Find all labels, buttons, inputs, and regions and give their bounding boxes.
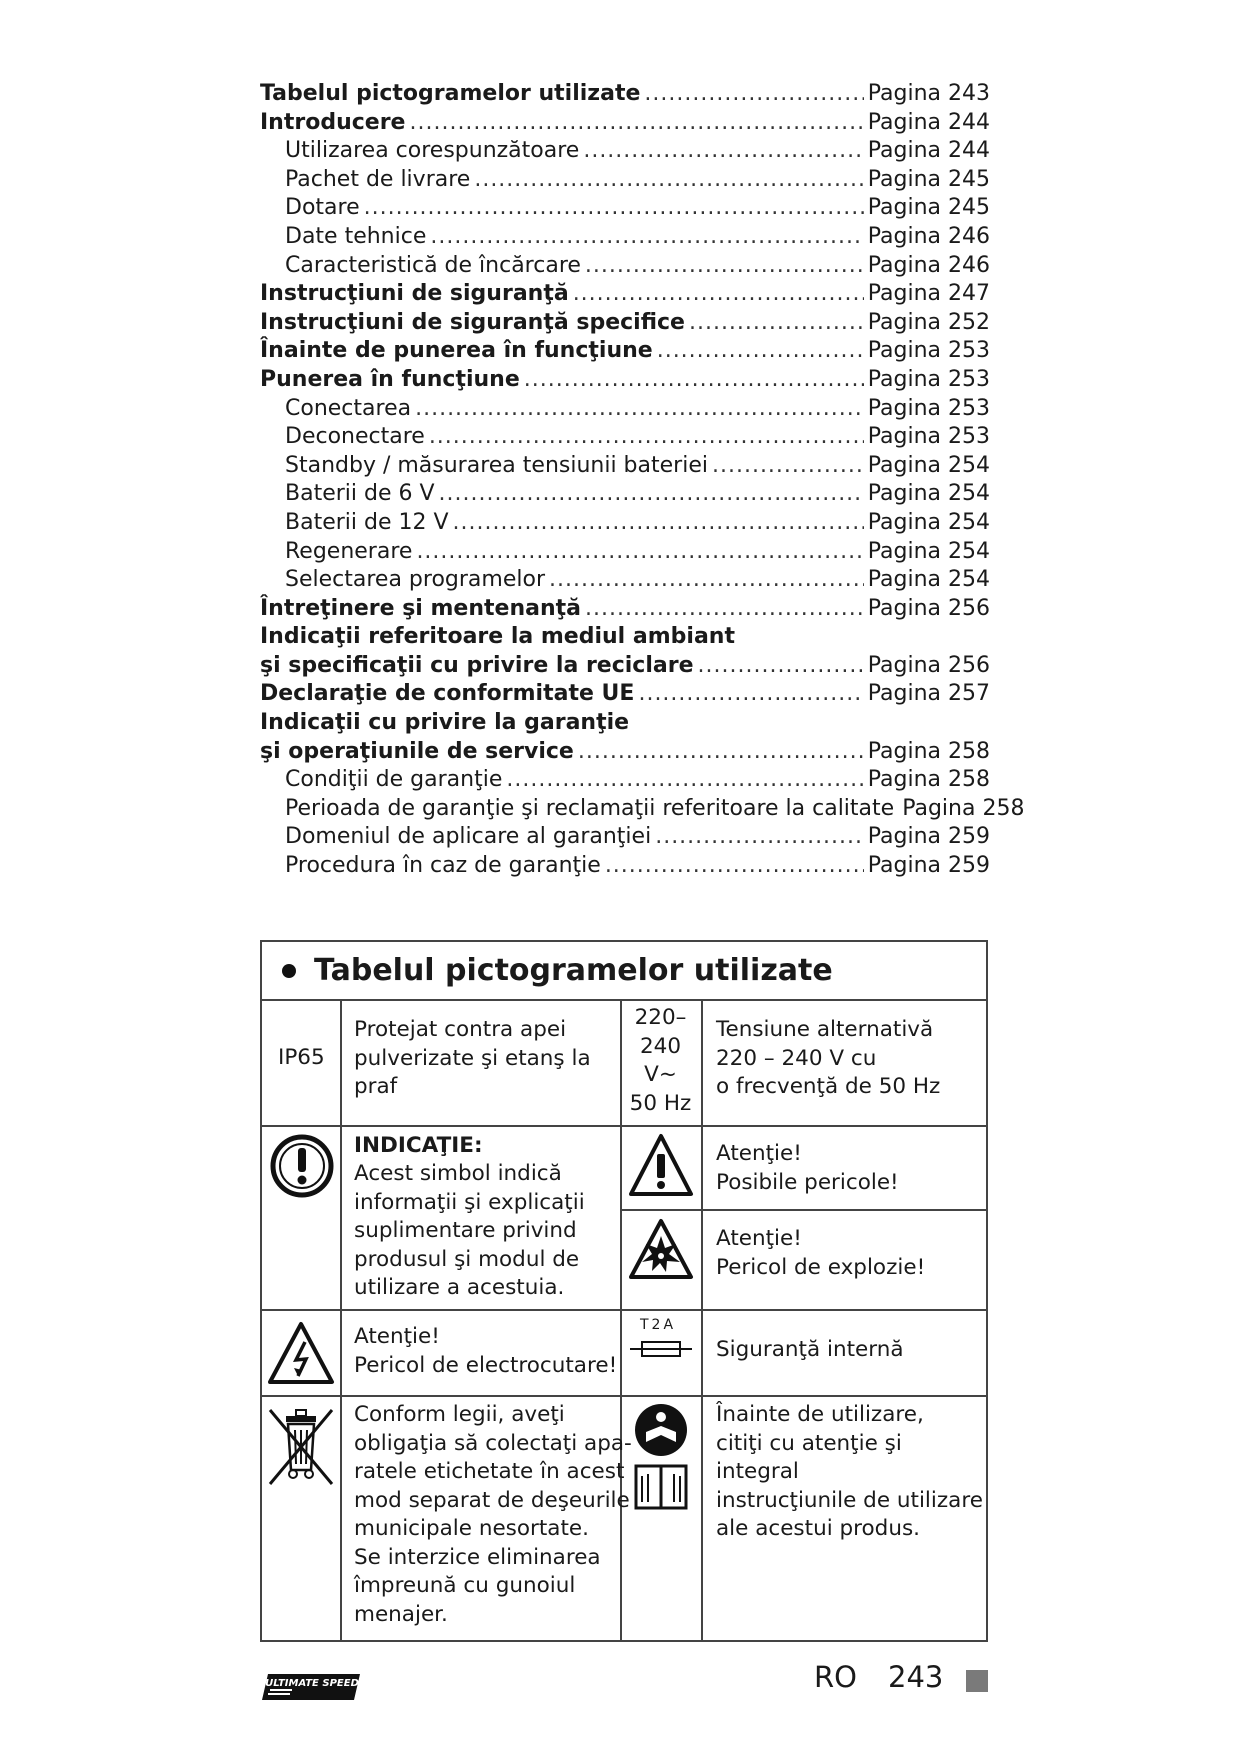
text-line: utilizare a acestuia. <box>354 1275 565 1300</box>
toc-entry-label: Baterii de 6 V <box>285 481 435 507</box>
toc-entry-page: Pagina 254 <box>867 567 990 593</box>
toc-entry-label: Indicaţii referitoare la mediul ambiant <box>260 624 735 650</box>
toc-entry-page: Pagina 257 <box>867 681 990 707</box>
toc-entry <box>260 566 990 595</box>
text-line: instrucţiunile de utilizare <box>716 1487 983 1513</box>
toc-leader-dots <box>474 166 863 195</box>
toc-entry <box>260 137 990 166</box>
toc-entry-label: Baterii de 12 V <box>285 509 449 535</box>
toc-leader-dots <box>578 738 864 767</box>
note-title: INDICAŢIE: <box>354 1133 483 1158</box>
text-line: Înainte de utilizare, <box>716 1402 924 1427</box>
ip65-label: IP65 <box>278 1045 325 1070</box>
toc-entry-page: Pagina 245 <box>867 195 990 221</box>
toc-entry <box>260 166 990 195</box>
toc-entry <box>260 680 990 709</box>
text-line: praf <box>354 1074 398 1099</box>
toc-entry-label: Tabelul pictogramelor utilizate <box>260 81 641 106</box>
brand-logo-text: ULTIMATE SPEED <box>265 1678 359 1689</box>
toc-entry-page: Pagina 254 <box>867 481 990 507</box>
divider <box>701 999 703 1642</box>
toc-entry-page: Pagina 254 <box>867 538 990 564</box>
warning-description <box>716 1140 899 1197</box>
text-line: o frecvenţă de 50 Hz <box>716 1074 941 1099</box>
text-line: municipale nesortate. <box>354 1516 589 1541</box>
toc-entry <box>260 623 990 652</box>
manual-description <box>716 1401 986 1544</box>
toc-entry-label: Introducere <box>260 109 406 135</box>
toc-entry-label: Regenerare <box>285 538 413 564</box>
toc-entry-label: Date tehnice <box>285 223 427 249</box>
text-line: Atenţie! <box>716 1226 802 1251</box>
text-line: ale acestui produs. <box>716 1516 920 1541</box>
toc-entry <box>260 395 990 424</box>
toc-entry-label: Pachet de livrare <box>285 166 471 192</box>
text-line: informaţii şi explicaţii <box>354 1189 585 1215</box>
toc-entry <box>260 738 990 767</box>
divider <box>262 1309 986 1311</box>
toc-leader-dots <box>712 452 864 481</box>
toc-entry-page: Pagina 245 <box>867 166 990 192</box>
read-manual-icon <box>630 1402 692 1512</box>
toc-leader-dots <box>698 652 864 681</box>
text-line: suplimentare privind <box>354 1218 577 1243</box>
text-line: 220– <box>634 1005 687 1030</box>
toc-leader-dots <box>524 366 864 395</box>
explosion-warning-icon <box>628 1218 694 1280</box>
toc-entry <box>260 766 990 795</box>
toc-entry-label: Dotare <box>285 195 360 221</box>
text-line: pulverizate şi etanş la <box>354 1045 591 1071</box>
text-line: Protejat contra apei <box>354 1017 567 1042</box>
bullet-icon <box>282 964 296 978</box>
text-line: Conform legii, aveţi <box>354 1402 565 1427</box>
toc-entry <box>260 337 990 366</box>
toc-entry-label: şi specificaţii cu privire la reciclare <box>260 652 694 678</box>
brand-logo <box>262 1672 360 1702</box>
text-line: menajer. <box>354 1601 448 1627</box>
toc-entry-label: Instrucţiuni de siguranţă <box>260 281 569 307</box>
toc-leader-dots <box>605 852 864 881</box>
toc-leader-dots <box>439 480 864 509</box>
toc-entry-page: Pagina 256 <box>867 595 990 621</box>
toc-entry <box>260 709 990 738</box>
language-code: RO <box>814 1660 857 1694</box>
page-marker <box>966 1670 988 1692</box>
ip65-description <box>354 1016 591 1102</box>
electric-description <box>354 1323 617 1380</box>
toc-entry <box>260 109 990 138</box>
toc-entry-page: Pagina 244 <box>867 138 990 164</box>
toc-leader-dots <box>415 395 864 424</box>
toc-entry <box>260 252 990 281</box>
toc-entry-page: Pagina 254 <box>867 452 990 478</box>
text-line: obligaţia să colectaţi apa- <box>354 1430 632 1456</box>
toc-entry <box>260 423 990 452</box>
table-of-contents <box>260 80 1025 881</box>
toc-entry <box>260 280 990 309</box>
text-line: Pericol de explozie! <box>716 1254 926 1280</box>
toc-entry-page: Pagina 244 <box>867 109 990 135</box>
toc-entry-label: Standby / măsurarea tensiunii bateriei <box>285 452 708 478</box>
toc-entry <box>260 194 990 223</box>
toc-entry-page: Pagina 253 <box>867 338 990 364</box>
toc-entry-label: Înainte de punerea în funcţiune <box>260 338 653 364</box>
toc-entry-page: Pagina 258 <box>902 795 1025 821</box>
toc-entry-label: Întreţinere şi mentenanţă <box>260 595 581 621</box>
toc-entry <box>260 823 990 852</box>
toc-entry-page: Pagina 258 <box>867 738 990 764</box>
pictogram-table <box>260 940 988 1642</box>
toc-leader-dots <box>689 309 864 338</box>
toc-entry <box>260 795 1025 824</box>
toc-leader-dots <box>573 280 864 309</box>
electric-hazard-icon <box>266 1320 336 1386</box>
text-line: citiţi cu atenţie şi integral <box>716 1430 902 1484</box>
toc-leader-dots <box>585 595 864 624</box>
divider <box>262 1395 986 1397</box>
toc-entry-label: Instrucţiuni de siguranţă specifice <box>260 309 685 335</box>
pictogram-table-header <box>262 942 986 1001</box>
toc-entry-page: Pagina 243 <box>867 81 990 106</box>
toc-entry <box>260 652 990 681</box>
text-line: Atenţie! <box>354 1324 440 1349</box>
toc-entry-page: Pagina 253 <box>867 366 990 392</box>
note-description <box>354 1160 585 1303</box>
text-line: Acest simbol indică <box>354 1161 562 1186</box>
toc-leader-dots <box>364 194 864 223</box>
toc-entry-page: Pagina 246 <box>867 223 990 249</box>
text-line: mod separat de deşeurile <box>354 1487 630 1513</box>
fuse-description: Siguranţă internă <box>716 1337 904 1362</box>
toc-leader-dots <box>416 538 863 567</box>
toc-entry <box>260 538 990 567</box>
toc-entry-label: Utilizarea corespunzătoare <box>285 138 580 164</box>
toc-entry <box>260 480 990 509</box>
toc-entry-label: Caracteristică de încărcare <box>285 252 581 278</box>
crossed-bin-icon <box>266 1404 336 1488</box>
text-line: 240 <box>639 1033 682 1059</box>
text-line: Atenţie! <box>716 1141 802 1166</box>
divider <box>340 999 342 1642</box>
toc-leader-dots <box>644 80 863 109</box>
warning-triangle-icon <box>628 1132 694 1198</box>
toc-entry <box>260 80 990 109</box>
toc-entry-page: Pagina 259 <box>867 824 990 850</box>
toc-entry-page: Pagina 247 <box>867 281 990 307</box>
text-line: Pericol de electrocutare! <box>354 1352 618 1378</box>
text-line: ratele etichetate în acest <box>354 1459 625 1484</box>
toc-entry-page: Pagina 258 <box>867 767 990 793</box>
toc-entry <box>260 223 990 252</box>
text-line: împreună cu gunoiul <box>354 1573 576 1598</box>
toc-entry-label: Perioada de garanţie şi reclamaţii referitoare la calitate <box>285 795 895 821</box>
toc-entry-label: şi operaţiunile de service <box>260 738 574 764</box>
text-line: 50 Hz <box>629 1090 692 1116</box>
toc-entry-label: Deconectare <box>285 424 425 450</box>
divider <box>262 1125 986 1127</box>
toc-entry-page: Pagina 256 <box>867 652 990 678</box>
text-line: Tensiune alternativă <box>716 1017 934 1042</box>
toc-leader-dots <box>583 137 863 166</box>
toc-entry-page: Pagina 252 <box>867 309 990 335</box>
toc-leader-dots <box>506 766 863 795</box>
toc-entry-page: Pagina 253 <box>867 424 990 450</box>
toc-entry-label: Domeniul de aplicare al garanţiei <box>285 824 652 850</box>
toc-entry <box>260 309 990 338</box>
toc-leader-dots <box>409 109 863 138</box>
text-line: 220 – 240 V cu <box>716 1045 877 1071</box>
voltage-symbol <box>620 1004 701 1118</box>
text-line: V~ <box>644 1062 677 1087</box>
toc-entry <box>260 509 990 538</box>
toc-entry <box>260 852 990 881</box>
toc-leader-dots <box>453 509 864 538</box>
disposal-description <box>354 1401 632 1629</box>
fuse-icon <box>628 1336 694 1362</box>
toc-entry-page: Pagina 254 <box>867 509 990 535</box>
toc-leader-dots <box>549 566 864 595</box>
text-line: Posibile pericole! <box>716 1169 899 1195</box>
toc-entry-label: Conectarea <box>285 395 412 421</box>
toc-leader-dots <box>657 337 864 366</box>
divider <box>620 1209 986 1211</box>
toc-entry <box>260 595 990 624</box>
toc-entry-label: Punerea în funcţiune <box>260 366 520 392</box>
toc-leader-dots <box>429 423 864 452</box>
toc-entry-page: Pagina 253 <box>867 395 990 421</box>
toc-entry-label: Condiţii de garanţie <box>285 767 503 793</box>
toc-entry-page: Pagina 246 <box>867 252 990 278</box>
pictogram-table-title: Tabelul pictogramelor utilizate <box>314 953 833 988</box>
toc-leader-dots <box>585 252 864 281</box>
text-line: Se interzice eliminarea <box>354 1544 601 1570</box>
toc-entry-label: Indicaţii cu privire la garanţie <box>260 710 630 736</box>
toc-entry-page: Pagina 259 <box>867 853 990 879</box>
toc-leader-dots <box>655 823 864 852</box>
fuse-rating-label: T2A <box>640 1317 677 1333</box>
toc-leader-dots <box>430 223 863 252</box>
toc-entry <box>260 366 990 395</box>
exclamation-circle-icon <box>268 1132 336 1200</box>
toc-entry-label: Procedura în caz de garanţie <box>285 853 601 879</box>
toc-entry <box>260 452 990 481</box>
toc-leader-dots <box>638 680 863 709</box>
voltage-description <box>716 1016 940 1102</box>
toc-entry-label: Selectarea programelor <box>285 567 545 593</box>
page-number: 243 <box>888 1660 944 1694</box>
toc-entry-label: Declaraţie de conformitate UE <box>260 681 635 707</box>
explosion-description <box>716 1225 925 1282</box>
text-line: produsul şi modul de <box>354 1246 580 1272</box>
